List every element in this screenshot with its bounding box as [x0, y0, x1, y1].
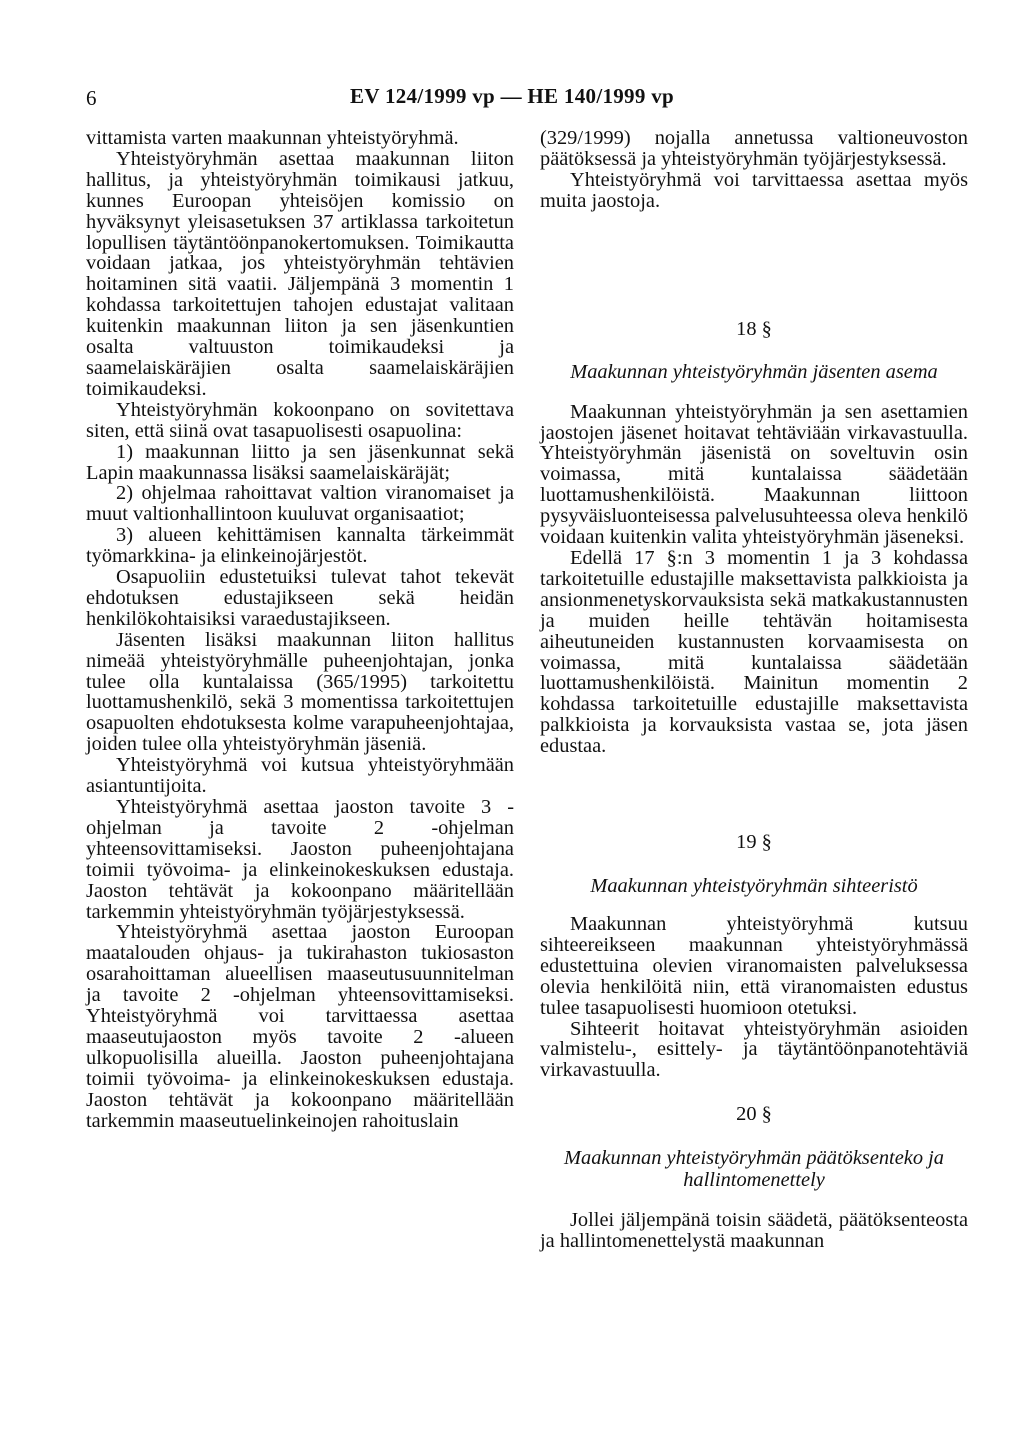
section-number-19: 19 §: [736, 831, 772, 854]
list-item: 2) ohjelmaa rahoittavat valtion viranomaiset ja muut valtionhallintoon kuuluvat organisaatiot;: [86, 482, 514, 526]
section-number-20: 20 §: [736, 1103, 772, 1126]
body-paragraph: Yhteistyöryhmä asettaa jaoston Euroopan maatalouden ohjaus- ja tukirahaston tukiosaston osarahoittaman alueellisen maaseutusuunnitelman ja tavoite 2 -ohjelman yhteensovittamiseksi. Yhteistyöryhmä voi tarvittaessa asettaa maaseutujaoston myös tavoite 2 -alueen ulkopuolisilla alueilla. Jaoston puheenjohtajana toimii työvoima- ja elinkeinokeskuksen edustaja. Jaoston tehtävät ja kokoonpano määritellään tarkemmin maaseutuelinkeinojen rahoituslain: [86, 921, 514, 1132]
body-paragraph: (329/1999) nojalla annetussa valtioneuvoston päätöksessä ja yhteistyöryhmän työjärjestyksessä.: [540, 127, 968, 170]
running-header: EV 124/1999 vp — HE 140/1999 vp: [350, 84, 674, 108]
left-column: [86, 128, 514, 1132]
body-paragraph: Jäsenten lisäksi maakunnan liiton hallitus nimeää yhteistyöryhmälle puheenjohtajan, jonka tulee olla kuntalaissa (365/1995) tarkoitettu luottamushenkilö, sekä 3 momentissa tarkoitettujen osapuolten ehdotuksesta kolme varapuheenjohtajaa, joiden tulee olla yhteistyöryhmän jäseniä.: [86, 628, 514, 756]
section-title-18: Maakunnan yhteistyöryhmän jäsenten asema: [570, 360, 938, 383]
section-number-18: 18 §: [736, 317, 772, 340]
body-paragraph: Jollei jäljempänä toisin säädetä, päätöksenteosta ja hallintomenettelystä maakunnan: [540, 1209, 968, 1253]
page-number: 6: [86, 86, 97, 110]
body-paragraph: Yhteistyöryhmä asettaa jaoston tavoite 3 -ohjelman ja tavoite 2 -ohjelman yhteensovittamiseksi. Jaoston puheenjohtajana toimii työvoima- ja elinkeinokeskuksen edustaja. Jaoston tehtävät ja kokoonpano määritellään tarkemmin yhteistyöryhmän työjärjestyksessä.: [86, 796, 514, 923]
body-paragraph: Yhteistyöryhmän kokoonpano on sovitettava siten, että siinä ovat tasapuolisesti osapuolina:: [86, 398, 514, 442]
body-paragraph: vittamista varten maakunnan yhteistyöryhmä.: [86, 127, 459, 149]
body-paragraph: Yhteistyöryhmän asettaa maakunnan liiton hallitus, ja yhteistyöryhmän toimikausi jatkuu, kunnes Euroopan yhteisöjen komissio on hyväksynyt yleisasetuksen 37 artiklassa tarkoitetun lopullisen täytäntöönpanokertomuksen. Toimikautta voidaan jatkaa, jos yhteistyöryhmän tehtävien hoitaminen sitä vaatii. Jäljempänä 3 momentin 1 kohdassa tarkoitettujen tahojen edustajat valitaan kuitenkin maakunnan liiton ja sen jäsenkuntien osalta valtuuston toimikaudeksi ja saamelaiskäräjien osalta saamelaiskäräjien toimikaudeksi.: [86, 147, 514, 400]
right-column: [540, 128, 968, 1252]
section-title-20: Maakunnan yhteistyöryhmän päätöksenteko ja hallintomenettely: [564, 1147, 944, 1192]
body-paragraph: Yhteistyöryhmä voi tarvittaessa asettaa myös muita jaostoja.: [540, 168, 968, 212]
body-paragraph: Yhteistyöryhmä voi kutsua yhteistyöryhmään asiantuntijoita.: [86, 754, 514, 798]
list-item: 3) alueen kehittämisen kannalta tärkeimmät työmarkkina- ja elinkeinojärjestöt.: [86, 524, 514, 568]
body-paragraph: Maakunnan yhteistyöryhmän ja sen asettamien jaostojen jäsenet hoitavat tehtäviään virkavastuulla. Yhteistyöryhmän jäsenistä on soveltuvin osin voimassa, mitä kuntalaissa säädetään luottamushenkilöistä. Maakunnan liittoon pysyväisluonteisessa palvelusuhteessa oleva henkilö voidaan kuitenkin valita yhteistyöryhmän jäseneksi.: [540, 400, 968, 549]
section-title-19: Maakunnan yhteistyöryhmän sihteeristö: [590, 875, 918, 898]
list-item: 1) maakunnan liitto ja sen jäsenkunnat sekä Lapin maakunnassa lisäksi saamelaiskäräjät;: [86, 440, 514, 484]
body-paragraph: Sihteerit hoitavat yhteistyöryhmän asioiden valmistelu-, esittely- ja täytäntöönpanotehtäviä virkavastuulla.: [540, 1017, 968, 1082]
body-paragraph: Osapuoliin edustetuiksi tulevat tahot tekevät ehdotuksen edustajikseen sekä heidän henkilökohtaisiksi varaedustajikseen.: [86, 566, 514, 630]
body-paragraph: Maakunnan yhteistyöryhmä kutsuu sihteereikseen maakunnan yhteistyöryhmässä edustettuina olevien viranomaisten palveluksessa olevia henkilöitä niin, että viranomaisten edustus tulee tasapuolisesti huomioon otetuksi.: [540, 913, 968, 1019]
body-paragraph: Edellä 17 §:n 3 momentin 1 ja 3 kohdassa tarkoitetuille edustajille maksettavista palkkioista ja ansionmenetyskorvauksista sekä matkakustannusten ja muiden heille tehtävän hoitamisesta aiheutuneiden kustannusten korvaamisesta on voimassa, mitä kuntalaissa säädetään luottamushenkilöistä. Mainitun momentin 2 kohdassa tarkoitetuille edustajille maksettavista palkkioista ja korvauksista vastaa se, jota jäsen edustaa.: [540, 546, 968, 758]
